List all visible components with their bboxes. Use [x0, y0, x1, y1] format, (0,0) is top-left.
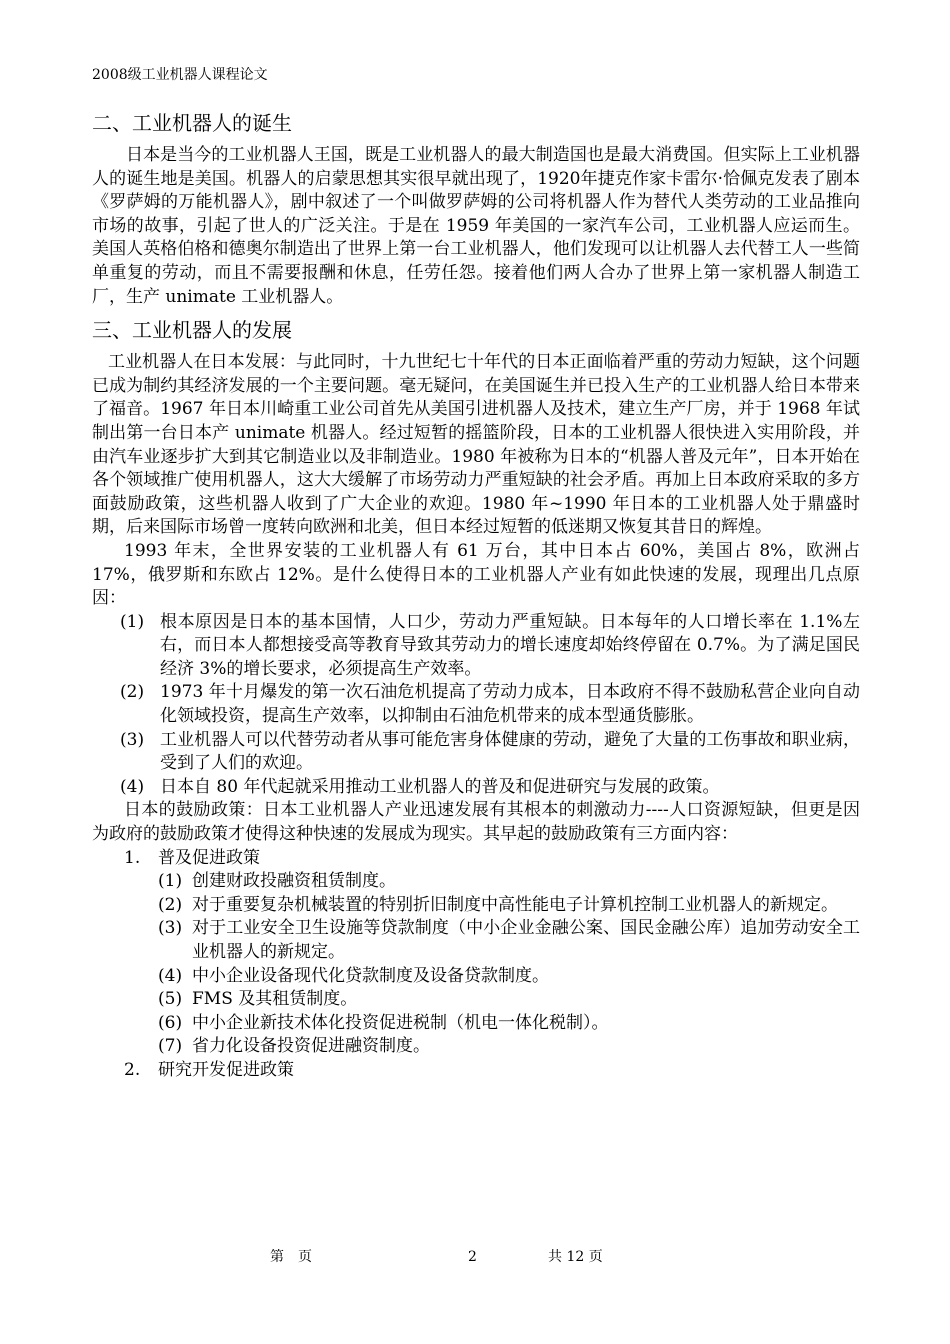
list-item	[92, 1012, 860, 1036]
policy-list	[92, 847, 860, 1083]
policy-number: 2.	[124, 1059, 141, 1080]
list-item-number: (3)	[158, 918, 183, 939]
paragraph-birth: 日本是当今的工业机器人王国，既是工业机器人的最大制造国也是最大消费国。但实际上工业机器人的诞生地是美国。机器人的启蒙思想其实很早就出现了，1920年捷克作家卡雷尔·恰佩克发表了剧本《罗萨姆的万能机器人》，剧中叙述了一个叫做罗萨姆的公司将机器人作为替代人类劳动的工业品推向市场的故事，引起了世人的广泛关注。于是在 1959 年美国的一家汽车公司，工业机器人应运而生。美国人英格伯格和德奥尔制造出了世界上第一台工业机器人，他们发现可以让机器人去代替工人一些简单重复的劳动，而且不需要报酬和休息，任劳任怨。接着他们两人合办了世界上第一家机器人制造工厂，生产 unimate 工业机器人。	[92, 145, 860, 307]
list-item-text: 中小企业新技术体化投资促进税制（机电一体化税制）。	[192, 1012, 609, 1033]
list-item	[92, 988, 860, 1012]
list-item-text: 根本原因是日本的基本国情，人口少，劳动力严重短缺。日本每年的人口增长率在 1.1%左右，而日本人都想接受高等教育导致其劳动力的增长速度却始终停留在 0.7%。为了满足国民经济 3%的增长要求，必须提高生产效率。	[160, 611, 860, 679]
policy-item	[92, 1059, 860, 1083]
list-item-number: (5)	[158, 989, 183, 1010]
policy-item	[92, 847, 860, 1059]
paragraph-1993-statistics: 1993 年末，全世界安装的工业机器人有 61 万台，其中日本占 60%，美国占 8%，欧洲占 17%，俄罗斯和东欧占 12%。是什么使得日本的工业机器人产业有如此快速的发展，现理出几点原因：	[92, 540, 860, 609]
policy-number: 1.	[124, 847, 141, 868]
section-title-birth: 二、工业机器人的诞生	[92, 111, 292, 135]
list-item-number: (4)	[158, 965, 183, 986]
list-item-text: 创建财政投融资租赁制度。	[192, 871, 396, 892]
list-item	[92, 611, 860, 682]
list-item-number: (4)	[120, 776, 145, 797]
list-item	[92, 894, 860, 918]
list-item	[92, 1035, 860, 1059]
running-header: 2008级工业机器人课程论文	[92, 67, 268, 83]
list-item-number: (1)	[120, 611, 145, 632]
list-item	[92, 776, 860, 800]
list-item-text: FMS 及其租赁制度。	[192, 989, 358, 1010]
paragraph-japan-development: 工业机器人在日本发展：与此同时，十九世纪七十年代的日本正面临着严重的劳动力短缺，这个问题已成为制约其经济发展的一个主要问题。毫无疑问，在美国诞生并已投入生产的工业机器人给日本带来了福音。1967 年日本川崎重工业公司首先从美国引进机器人及技术，建立生产厂房，并于 1968 年试制出第一台日本产 unimate 机器人。经过短暂的摇篮阶段，日本的工业机器人很快进入实用阶段，并由汽车业逐步扩大到其它制造业以及非制造业。1980 年被称为日本的“机器人普及元年”，日本开始在各个领域推广使用机器人，这大大缓解了市场劳动力严重短缺的社会矛盾。再加上日本政府采取的多方面鼓励政策，这些机器人收到了广大企业的欢迎。1980 年~1990 年日本的工业机器人处于鼎盛时期，后来国际市场曾一度转向欧洲和北美，但日本经过短暂的低迷期又恢复其昔日的辉煌。	[92, 352, 860, 538]
paragraph-policy-intro: 日本的鼓励政策：日本工业机器人产业迅速发展有其根本的刺激动力----人口资源短缺，但更是因为政府的鼓励政策才使得这种快速的发展成为现实。其早起的鼓励政策有三方面内容：	[92, 800, 860, 845]
list-item	[92, 917, 860, 964]
list-item-text: 省力化设备投资促进融资制度。	[192, 1036, 430, 1057]
footer-page-label: 第 页	[270, 1249, 312, 1265]
list-item	[92, 965, 860, 989]
list-item	[92, 870, 860, 894]
reasons-list	[92, 611, 860, 800]
list-item-text: 对于重要复杂机械装置的特别折旧制度中高性能电子计算机控制工业机器人的新规定。	[192, 894, 838, 915]
list-item	[92, 729, 860, 776]
list-item-text: 对于工业安全卫生设施等贷款制度（中小企业金融公案、国民金融公库）追加劳动安全工业机器人的新规定。	[192, 918, 860, 962]
list-item-number: (3)	[120, 729, 145, 750]
list-item-text: 中小企业设备现代化贷款制度及设备贷款制度。	[192, 965, 549, 986]
list-item-number: (2)	[120, 682, 145, 703]
footer-page-number: 2	[468, 1249, 477, 1265]
document-body	[92, 108, 860, 1083]
section-title-development: 三、工业机器人的发展	[92, 318, 292, 343]
list-item-text: 1973 年十月爆发的第一次石油危机提高了劳动力成本，日本政府不得不鼓励私营企业向自动化领域投资，提高生产效率，以抑制由石油危机带来的成本型通货膨胀。	[160, 682, 860, 727]
list-item	[92, 681, 860, 728]
policy-sub-list	[158, 870, 860, 1059]
policy-title: 研究开发促进政策	[158, 1059, 294, 1080]
footer-total-pages: 共 12 页	[548, 1249, 603, 1265]
policy-title: 普及促进政策	[158, 847, 260, 868]
list-item-text: 工业机器人可以代替劳动者从事可能危害身体健康的劳动，避免了大量的工伤事故和职业病，受到了人们的欢迎。	[160, 729, 860, 774]
list-item-number: (1)	[158, 871, 183, 892]
list-item-number: (2)	[158, 894, 183, 915]
list-item-number: (6)	[158, 1012, 183, 1033]
list-item-number: (7)	[158, 1036, 183, 1057]
list-item-text: 日本自 80 年代起就采用推动工业机器人的普及和促进研究与发展的政策。	[160, 776, 720, 797]
